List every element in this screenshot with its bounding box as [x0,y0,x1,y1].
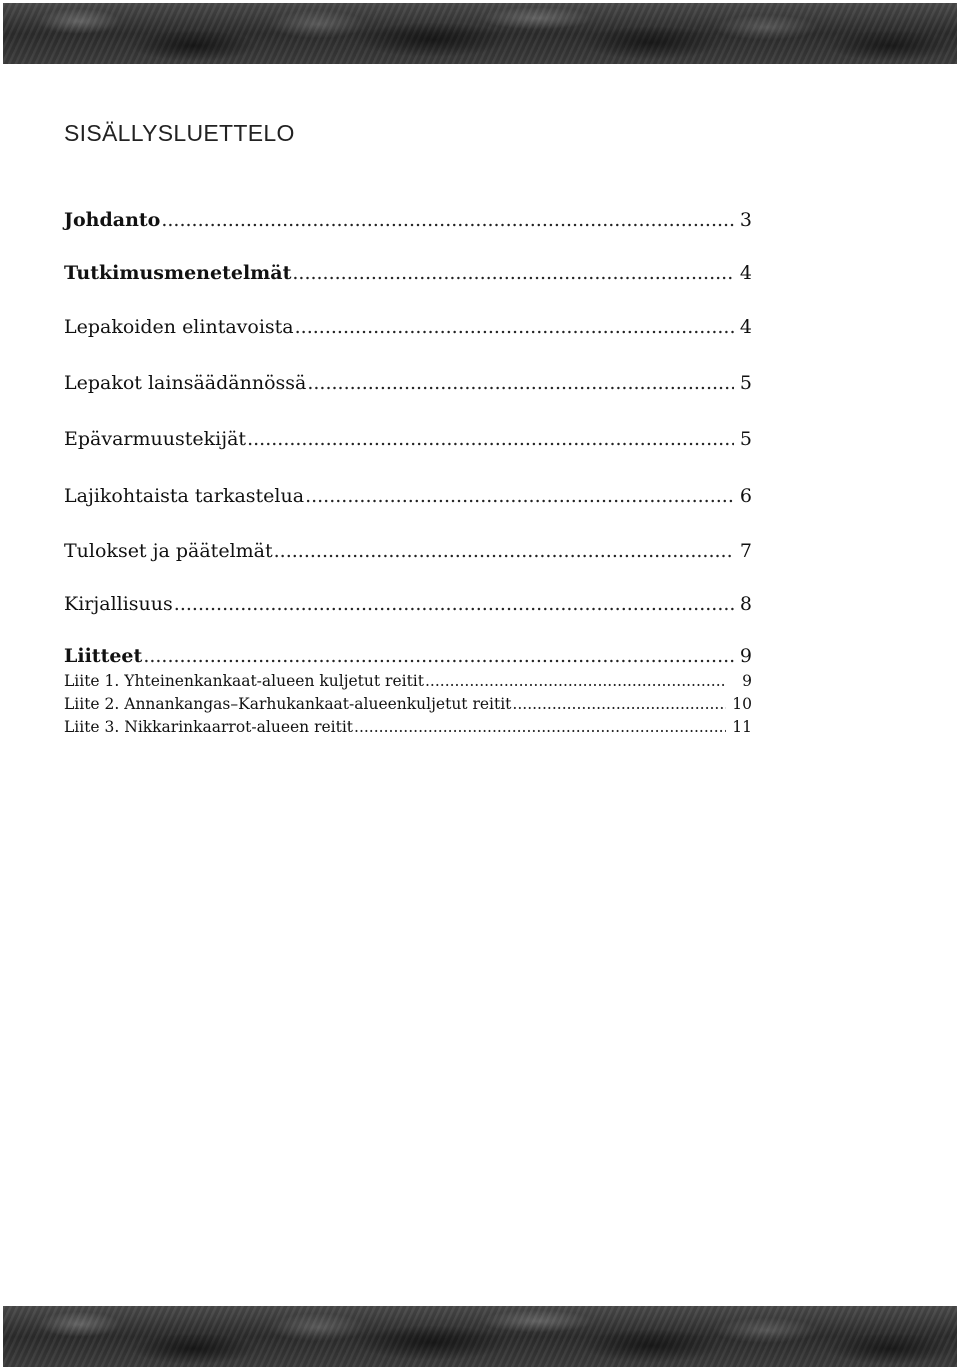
toc-entry-title: Liite 3. Nikkarinkaarrot-alueen reitit [64,718,354,736]
toc-entry-tutkimusmenetelmat[interactable] [64,259,752,287]
dot-leader [512,693,726,715]
toc-entry-kirjallisuus[interactable] [64,590,752,618]
toc-entry-title: Johdanto [64,209,161,231]
toc-entry-title: Lajikohtaista tarkastelua [64,485,305,507]
dot-leader [307,369,734,397]
dot-leader [143,642,734,670]
toc-entry-title: Liitteet [64,645,143,667]
toc-entry-title: Liite 2. Annankangas–Karhukankaat-alueenkuljetut reitit [64,695,512,713]
toc-entry-page: 11 [732,718,752,736]
toc-entry-page: 4 [739,262,752,284]
toc-entry-title: Lepakoiden elintavoista [64,316,294,338]
toc-entry-title: Epävarmuustekijät [64,428,247,450]
toc-entry-title: Liite 1. Yhteinenkankaat-alueen kuljetut reitit [64,672,424,690]
dot-leader [292,259,734,287]
toc-entry-page: 4 [739,316,752,338]
dot-leader [274,537,734,565]
toc-entry-tulokset-ja-paatelmat[interactable] [64,537,752,565]
dot-leader [161,206,734,234]
dot-leader [247,425,734,453]
decorative-footer-band [3,1306,957,1367]
dot-leader [305,482,734,510]
toc-entry-page: 9 [739,645,752,667]
decorative-header-band [3,3,957,64]
toc-heading: SISÄLLYSLUETTELO [64,120,295,146]
toc-entry-page: 9 [742,672,752,690]
dot-leader [174,590,734,618]
toc-entry-lajikohtaista-tarkastelua[interactable] [64,482,752,510]
toc-entry-johdanto[interactable] [64,206,752,234]
toc-entry-page: 7 [739,540,752,562]
toc-entry-lepakot-lainsaadannossa[interactable] [64,369,752,397]
toc-entry-liite-2[interactable] [64,693,752,715]
toc-entry-page: 5 [739,372,752,394]
toc-entry-title: Tulokset ja päätelmät [64,540,273,562]
toc-entry-page: 10 [732,695,752,713]
toc-entry-epavarmuustekijat[interactable] [64,425,752,453]
toc-entry-page: 6 [739,485,752,507]
toc-entry-page: 5 [739,428,752,450]
toc-entry-liitteet[interactable] [64,642,752,670]
toc-entry-page: 3 [739,209,752,231]
dot-leader [425,670,726,692]
toc-entry-liite-1[interactable] [64,670,752,692]
toc-entry-title: Tutkimusmenetelmät [64,262,292,284]
toc-entry-title: Lepakot lainsäädännössä [64,372,307,394]
dot-leader [354,716,726,738]
toc-entry-page: 8 [739,593,752,615]
toc-entry-liite-3[interactable] [64,716,752,738]
toc-entry-lepakoiden-elintavoista[interactable] [64,313,752,341]
toc-entry-title: Kirjallisuus [64,593,173,615]
dot-leader [295,313,734,341]
